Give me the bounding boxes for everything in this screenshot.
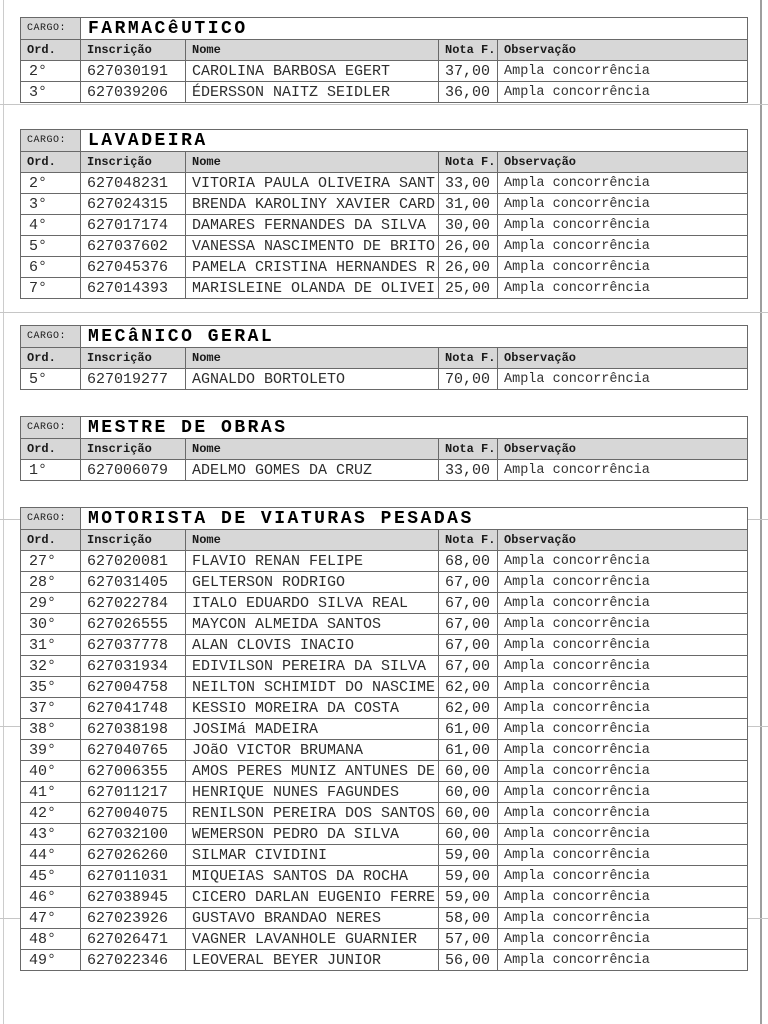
cell-ord: 3°	[21, 194, 81, 215]
cell-ord: 37°	[21, 698, 81, 719]
cell-inscricao: 627040765	[81, 740, 186, 761]
results-table	[20, 17, 748, 103]
cell-inscricao: 627026260	[81, 845, 186, 866]
cargo-row	[21, 130, 748, 152]
cell-ord: 41°	[21, 782, 81, 803]
cell-observacao: Ampla concorrência	[498, 593, 748, 614]
cell-nota: 62,00	[439, 698, 498, 719]
cell-ord: 27°	[21, 551, 81, 572]
cell-nota: 67,00	[439, 593, 498, 614]
cell-inscricao: 627011217	[81, 782, 186, 803]
cell-observacao: Ampla concorrência	[498, 950, 748, 971]
cell-inscricao: 627023926	[81, 908, 186, 929]
column-header: Observação	[498, 40, 748, 61]
table-row	[21, 698, 748, 719]
table-row	[21, 460, 748, 481]
cell-ord: 40°	[21, 761, 81, 782]
cell-nota: 62,00	[439, 677, 498, 698]
column-header: Nome	[186, 40, 439, 61]
cargo-row	[21, 18, 748, 40]
cell-observacao: Ampla concorrência	[498, 908, 748, 929]
cell-ord: 49°	[21, 950, 81, 971]
cell-nota: 33,00	[439, 460, 498, 481]
table-row	[21, 194, 748, 215]
cell-inscricao: 627038198	[81, 719, 186, 740]
cell-observacao: Ampla concorrência	[498, 866, 748, 887]
cell-nome: ALAN CLOVIS INACIO	[186, 635, 439, 656]
cell-ord: 31°	[21, 635, 81, 656]
column-header: Nota F.	[439, 152, 498, 173]
cell-observacao: Ampla concorrência	[498, 656, 748, 677]
table-row	[21, 677, 748, 698]
column-header: Nota F.	[439, 530, 498, 551]
cell-nome: VAGNER LAVANHOLE GUARNIER	[186, 929, 439, 950]
cargo-row	[21, 508, 748, 530]
cargo-label: CARGO:	[21, 18, 81, 40]
cell-inscricao: 627022784	[81, 593, 186, 614]
cell-inscricao: 627031405	[81, 572, 186, 593]
cell-nota: 26,00	[439, 257, 498, 278]
cell-nome: VITORIA PAULA OLIVEIRA SANT	[186, 173, 439, 194]
table-row	[21, 61, 748, 82]
cell-observacao: Ampla concorrência	[498, 215, 748, 236]
cargo-title: LAVADEIRA	[81, 130, 748, 152]
column-header: Inscrição	[81, 530, 186, 551]
cell-nome: KESSIO MOREIRA DA COSTA	[186, 698, 439, 719]
cell-nome: LEOVERAL BEYER JUNIOR	[186, 950, 439, 971]
cell-observacao: Ampla concorrência	[498, 929, 748, 950]
cargo-label: CARGO:	[21, 508, 81, 530]
cell-observacao: Ampla concorrência	[498, 635, 748, 656]
cell-observacao: Ampla concorrência	[498, 194, 748, 215]
column-header: Nota F.	[439, 348, 498, 369]
cargo-title: MESTRE DE OBRAS	[81, 417, 748, 439]
table-row	[21, 950, 748, 971]
column-header: Nome	[186, 530, 439, 551]
cell-inscricao: 627014393	[81, 278, 186, 299]
cargo-label: CARGO:	[21, 130, 81, 152]
cell-inscricao: 627004758	[81, 677, 186, 698]
cell-nota: 60,00	[439, 761, 498, 782]
results-table	[20, 416, 748, 481]
cell-nota: 59,00	[439, 866, 498, 887]
results-table	[20, 325, 748, 390]
cell-ord: 48°	[21, 929, 81, 950]
table-header-row	[21, 152, 748, 173]
cell-nota: 36,00	[439, 82, 498, 103]
table-row	[21, 614, 748, 635]
cell-nome: AMOS PERES MUNIZ ANTUNES DE	[186, 761, 439, 782]
cell-observacao: Ampla concorrência	[498, 719, 748, 740]
table-row	[21, 656, 748, 677]
cell-inscricao: 627004075	[81, 803, 186, 824]
cell-ord: 1°	[21, 460, 81, 481]
column-header: Nota F.	[439, 40, 498, 61]
cell-inscricao: 627026471	[81, 929, 186, 950]
cell-inscricao: 627038945	[81, 887, 186, 908]
column-header: Inscrição	[81, 439, 186, 460]
column-header: Nota F.	[439, 439, 498, 460]
cell-ord: 2°	[21, 173, 81, 194]
cell-observacao: Ampla concorrência	[498, 572, 748, 593]
cell-ord: 4°	[21, 215, 81, 236]
cell-observacao: Ampla concorrência	[498, 803, 748, 824]
cell-nota: 61,00	[439, 740, 498, 761]
cell-ord: 32°	[21, 656, 81, 677]
cell-inscricao: 627022346	[81, 950, 186, 971]
cell-nome: ITALO EDUARDO SILVA REAL	[186, 593, 439, 614]
column-header: Nome	[186, 439, 439, 460]
cell-inscricao: 627041748	[81, 698, 186, 719]
column-header: Observação	[498, 439, 748, 460]
cell-nota: 25,00	[439, 278, 498, 299]
cell-nome: ÉDERSSON NAITZ SEIDLER	[186, 82, 439, 103]
table-row	[21, 82, 748, 103]
cell-observacao: Ampla concorrência	[498, 82, 748, 103]
cell-observacao: Ampla concorrência	[498, 677, 748, 698]
cell-nome: AGNALDO BORTOLETO	[186, 369, 439, 390]
cell-nome: MAYCON ALMEIDA SANTOS	[186, 614, 439, 635]
table-header-row	[21, 439, 748, 460]
cell-inscricao: 627019277	[81, 369, 186, 390]
table-row	[21, 551, 748, 572]
column-header: Observação	[498, 152, 748, 173]
table-row	[21, 929, 748, 950]
table-row	[21, 236, 748, 257]
cell-nota: 60,00	[439, 824, 498, 845]
cell-inscricao: 627006355	[81, 761, 186, 782]
table-row	[21, 572, 748, 593]
cell-inscricao: 627037602	[81, 236, 186, 257]
cell-nota: 56,00	[439, 950, 498, 971]
cell-nome: NEILTON SCHIMIDT DO NASCIME	[186, 677, 439, 698]
cell-ord: 42°	[21, 803, 81, 824]
cell-observacao: Ampla concorrência	[498, 887, 748, 908]
cell-nota: 31,00	[439, 194, 498, 215]
cell-nome: CICERO DARLAN EUGENIO FERRE	[186, 887, 439, 908]
cell-inscricao: 627045376	[81, 257, 186, 278]
cell-observacao: Ampla concorrência	[498, 845, 748, 866]
results-table	[20, 129, 748, 299]
cell-nome: BRENDA KAROLINY XAVIER CARD	[186, 194, 439, 215]
table-row	[21, 635, 748, 656]
cell-observacao: Ampla concorrência	[498, 551, 748, 572]
cell-nota: 37,00	[439, 61, 498, 82]
cargo-title: MOTORISTA DE VIATURAS PESADAS	[81, 508, 748, 530]
cargo-row	[21, 417, 748, 439]
cargo-label: CARGO:	[21, 417, 81, 439]
column-header: Observação	[498, 348, 748, 369]
document-page	[20, 17, 747, 997]
cell-nome: RENILSON PEREIRA DOS SANTOS	[186, 803, 439, 824]
cell-inscricao: 627031934	[81, 656, 186, 677]
cell-inscricao: 627006079	[81, 460, 186, 481]
cell-inscricao: 627039206	[81, 82, 186, 103]
table-row	[21, 740, 748, 761]
cell-nome: GUSTAVO BRANDAO NERES	[186, 908, 439, 929]
cell-nota: 67,00	[439, 656, 498, 677]
cell-nome: ADELMO GOMES DA CRUZ	[186, 460, 439, 481]
cell-observacao: Ampla concorrência	[498, 173, 748, 194]
cell-ord: 47°	[21, 908, 81, 929]
cell-nota: 60,00	[439, 782, 498, 803]
cell-nota: 57,00	[439, 929, 498, 950]
page-right-edge-line	[760, 0, 762, 1024]
cell-observacao: Ampla concorrência	[498, 824, 748, 845]
table-header-row	[21, 40, 748, 61]
table-row	[21, 887, 748, 908]
table-row	[21, 845, 748, 866]
cell-inscricao: 627017174	[81, 215, 186, 236]
column-header: Ord.	[21, 40, 81, 61]
cell-observacao: Ampla concorrência	[498, 257, 748, 278]
cell-nome: EDIVILSON PEREIRA DA SILVA	[186, 656, 439, 677]
cell-ord: 5°	[21, 236, 81, 257]
cargo-label: CARGO:	[21, 326, 81, 348]
cargo-title: MECâNICO GERAL	[81, 326, 748, 348]
cell-inscricao: 627024315	[81, 194, 186, 215]
cell-observacao: Ampla concorrência	[498, 740, 748, 761]
cell-observacao: Ampla concorrência	[498, 761, 748, 782]
cell-nota: 61,00	[439, 719, 498, 740]
column-header: Inscrição	[81, 40, 186, 61]
cell-nota: 68,00	[439, 551, 498, 572]
cell-nota: 60,00	[439, 803, 498, 824]
table-header-row	[21, 348, 748, 369]
cell-inscricao: 627037778	[81, 635, 186, 656]
cell-nome: SILMAR CIVIDINI	[186, 845, 439, 866]
column-header: Ord.	[21, 439, 81, 460]
cell-inscricao: 627030191	[81, 61, 186, 82]
cell-nome: PAMELA CRISTINA HERNANDES R	[186, 257, 439, 278]
table-row	[21, 824, 748, 845]
column-header: Inscrição	[81, 348, 186, 369]
cell-nota: 67,00	[439, 572, 498, 593]
cell-nota: 67,00	[439, 614, 498, 635]
cell-ord: 39°	[21, 740, 81, 761]
cell-ord: 29°	[21, 593, 81, 614]
cell-ord: 5°	[21, 369, 81, 390]
cell-nota: 70,00	[439, 369, 498, 390]
cell-nota: 67,00	[439, 635, 498, 656]
table-row	[21, 369, 748, 390]
table-row	[21, 257, 748, 278]
cell-nome: VANESSA NASCIMENTO DE BRITO	[186, 236, 439, 257]
cell-observacao: Ampla concorrência	[498, 278, 748, 299]
cell-observacao: Ampla concorrência	[498, 460, 748, 481]
cell-inscricao: 627011031	[81, 866, 186, 887]
cell-nome: MIQUEIAS SANTOS DA ROCHA	[186, 866, 439, 887]
cell-ord: 6°	[21, 257, 81, 278]
cell-nome: WEMERSON PEDRO DA SILVA	[186, 824, 439, 845]
cell-nota: 58,00	[439, 908, 498, 929]
cell-inscricao: 627032100	[81, 824, 186, 845]
results-table	[20, 507, 748, 971]
cell-ord: 28°	[21, 572, 81, 593]
cell-observacao: Ampla concorrência	[498, 782, 748, 803]
cell-ord: 45°	[21, 866, 81, 887]
column-header: Observação	[498, 530, 748, 551]
table-row	[21, 278, 748, 299]
cell-observacao: Ampla concorrência	[498, 614, 748, 635]
table-row	[21, 173, 748, 194]
cell-ord: 43°	[21, 824, 81, 845]
column-header: Inscrição	[81, 152, 186, 173]
cell-nome: GELTERSON RODRIGO	[186, 572, 439, 593]
cell-ord: 44°	[21, 845, 81, 866]
cell-observacao: Ampla concorrência	[498, 698, 748, 719]
column-header: Ord.	[21, 348, 81, 369]
cell-nome: HENRIQUE NUNES FAGUNDES	[186, 782, 439, 803]
table-row	[21, 782, 748, 803]
column-header: Nome	[186, 152, 439, 173]
table-header-row	[21, 530, 748, 551]
column-header: Ord.	[21, 530, 81, 551]
cargo-row	[21, 326, 748, 348]
cargo-title: FARMACêUTICO	[81, 18, 748, 40]
cell-ord: 46°	[21, 887, 81, 908]
table-row	[21, 215, 748, 236]
table-row	[21, 719, 748, 740]
cell-ord: 3°	[21, 82, 81, 103]
cell-nota: 33,00	[439, 173, 498, 194]
page-left-edge-line	[3, 0, 4, 1024]
cell-nome: JOãO VICTOR BRUMANA	[186, 740, 439, 761]
cell-ord: 35°	[21, 677, 81, 698]
cell-ord: 2°	[21, 61, 81, 82]
cell-nome: FLAVIO RENAN FELIPE	[186, 551, 439, 572]
cell-nota: 30,00	[439, 215, 498, 236]
cell-nome: CAROLINA BARBOSA EGERT	[186, 61, 439, 82]
cell-nota: 59,00	[439, 845, 498, 866]
cell-nota: 59,00	[439, 887, 498, 908]
table-row	[21, 908, 748, 929]
cell-inscricao: 627026555	[81, 614, 186, 635]
cell-ord: 38°	[21, 719, 81, 740]
cell-nome: DAMARES FERNANDES DA SILVA	[186, 215, 439, 236]
cell-inscricao: 627020081	[81, 551, 186, 572]
cell-observacao: Ampla concorrência	[498, 236, 748, 257]
column-header: Ord.	[21, 152, 81, 173]
cell-inscricao: 627048231	[81, 173, 186, 194]
cell-observacao: Ampla concorrência	[498, 61, 748, 82]
cell-observacao: Ampla concorrência	[498, 369, 748, 390]
cell-ord: 7°	[21, 278, 81, 299]
cell-ord: 30°	[21, 614, 81, 635]
cell-nota: 26,00	[439, 236, 498, 257]
table-row	[21, 593, 748, 614]
cell-nome: JOSIMá MADEIRA	[186, 719, 439, 740]
column-header: Nome	[186, 348, 439, 369]
table-row	[21, 866, 748, 887]
cell-nome: MARISLEINE OLANDA DE OLIVEI	[186, 278, 439, 299]
table-row	[21, 761, 748, 782]
table-row	[21, 803, 748, 824]
